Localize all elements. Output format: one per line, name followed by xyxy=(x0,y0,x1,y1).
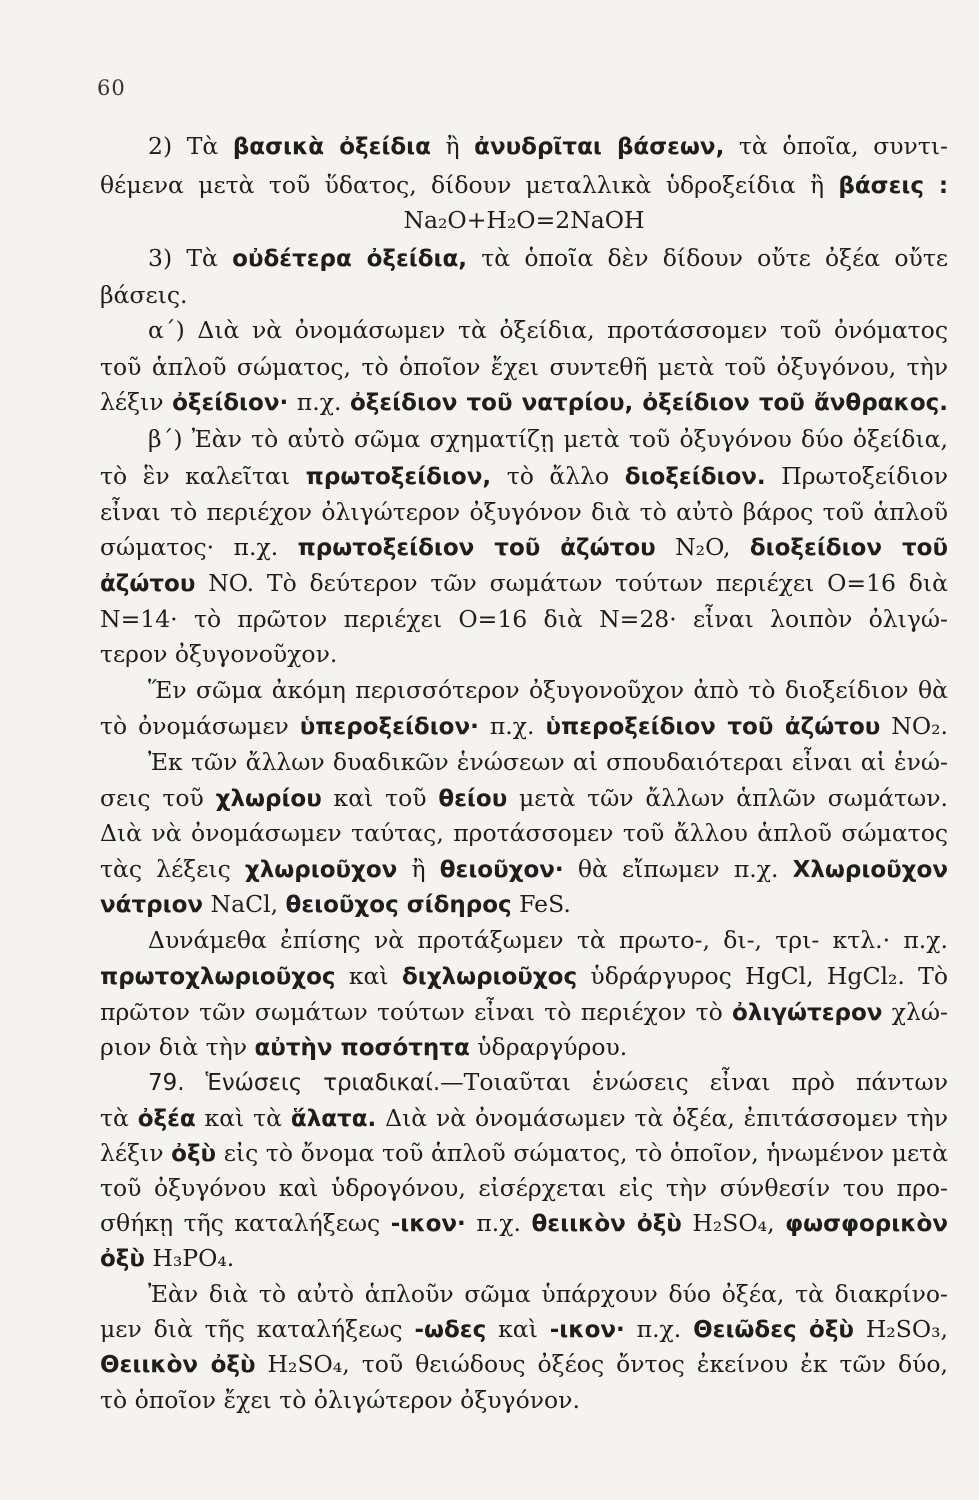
text-line: N=14· τὸ πρῶτον περιέχει O=16 διὰ N=28· εἶναι λοιπὸν ὀλιγώ- xyxy=(100,605,948,633)
text-line: τὸ ἓν καλεῖται πρωτοξείδιον, τὸ ἄλλο διοξείδιον. Πρωτοξείδιον xyxy=(100,462,948,490)
text-line: εἶναι τὸ περιέχον ὀλιγώτερον ὀξυγόνον διὰ τὸ αὐτὸ βάρος τοῦ ἁπλοῦ xyxy=(100,498,948,526)
text-line: βάσεις. xyxy=(100,281,188,309)
text-line: πρῶτον τῶν σωμάτων τούτων εἶναι τὸ περιέχον τὸ ὀλιγώτερον χλώ- xyxy=(100,998,948,1026)
section-heading: 79. Ἑνώσεις τριαδικαί.—Τοιαῦται ἑνώσεις εἶναι πρὸ πάντων xyxy=(148,1068,948,1096)
text-line: 2) Τὰ βασικὰ ὀξείδια ἢ ἀνυδρῖται βάσεων, τὰ ὁποῖα, συντι- xyxy=(148,132,948,160)
text-line: τοῦ ἁπλοῦ σώματος, τὸ ὁποῖον ἔχει συντεθῆ μετὰ τοῦ ὀξυγόνου, τὴν xyxy=(100,353,948,381)
text-line: τὰς λέξεις χλωριοῦχον ἢ θειοῦχον· θὰ εἴπωμεν π.χ. Χλωριοῦχον xyxy=(100,855,948,883)
text-line: τερον ὀξυγονοῦχον. xyxy=(100,640,338,668)
text-line: α΄) Διὰ νὰ ὀνομάσωμεν τὰ ὀξείδια, προτάσσομεν τοῦ ὀνόματος xyxy=(148,316,948,344)
text-line: τοῦ ὀξυγόνου καὶ ὑδρογόνου, εἰσέρχεται εἰς τὴν σύνθεσίν του προ- xyxy=(100,1174,948,1202)
text-line: σεις τοῦ χλωρίου καὶ τοῦ θείου μετὰ τῶν ἄλλων ἁπλῶν σωμάτων. xyxy=(100,784,948,812)
text-line: θέμενα μετὰ τοῦ ὕδατος, δίδουν μεταλλικὰ ὑδροξείδια ἢ βάσεις : xyxy=(100,171,949,199)
text-line: Ἐκ τῶν ἄλλων δυαδικῶν ἑνώσεων αἱ σπουδαιότεραι εἶναι αἱ ἑνώ- xyxy=(148,748,948,776)
text-line: τὸ ὁποῖον ἔχει τὸ ὀλιγώτερον ὀξυγόνον. xyxy=(100,1386,580,1414)
text-line: β΄) Ἐὰν τὸ αὐτὸ σῶμα σχηματίζῃ μετὰ τοῦ ὀξυγόνου δύο ὀξείδια, xyxy=(148,425,948,453)
text-line: ριον διὰ τὴν αὐτὴν ποσότητα ὑδραργύρου. xyxy=(100,1033,628,1061)
text-line: Ἕν σῶμα ἀκόμη περισσότερον ὀξυγονοῦχον ἀπὸ τὸ διοξείδιον θὰ xyxy=(148,676,948,704)
text-line: μεν διὰ τῆς καταλήξεως -ωδες καὶ -ικον· π.χ. Θειῶδες ὀξὺ H₂SO₃, xyxy=(100,1315,948,1343)
text-line: τὸ ὀνομάσωμεν ὑπεροξείδιον· π.χ. ὑπεροξείδιον τοῦ ἀζώτου NO₂. xyxy=(100,712,948,740)
text-line: ὀξὺ H₃PO₄. xyxy=(100,1244,235,1272)
text-line: ἀζώτου NO. Τὸ δεύτερον τῶν σωμάτων τούτων περιέχει O=16 διὰ xyxy=(100,569,948,597)
text-line: Δυνάμεθα ἐπίσης νὰ προτάξωμεν τὰ πρωτο-, δι-, τρι- κτλ.· π.χ. xyxy=(148,926,948,954)
text-line: Θειικὸν ὀξὺ H₂SO₄, τοῦ θειώδους ὀξέος ὄντος ἐκείνου ἐκ τῶν δύο, xyxy=(100,1350,948,1378)
text-line: νάτριον NaCl, θειοῦχος σίδηρος FeS. xyxy=(100,890,571,918)
text-line: σώματος· π.χ. πρωτοξείδιον τοῦ ἀζώτου N₂O, διοξείδιον τοῦ xyxy=(100,533,948,561)
chemical-equation: Na₂O+H₂O=2NaOH xyxy=(403,206,645,234)
text-line: πρωτοχλωριοῦχος καὶ διχλωριοῦχος ὑδράργυρος HgCl, HgCl₂. Τὸ xyxy=(100,962,948,990)
text-line: Ἐὰν διὰ τὸ αὐτὸ ἁπλοῦν σῶμα ὑπάρχουν δύο ὀξέα, τὰ διακρίνο- xyxy=(148,1280,948,1308)
text-line: λέξιν ὀξείδιον· π.χ. ὀξείδιον τοῦ νατρίου, ὀξείδιον τοῦ ἄνθρακος. xyxy=(100,388,948,416)
text-line: Διὰ νὰ ὀνομάσωμεν ταύτας, προτάσσομεν τοῦ ἄλλου ἁπλοῦ σώματος xyxy=(100,819,948,847)
text-line: σθήκῃ τῆς καταλήξεως -ικον· π.χ. θειικὸν ὀξὺ H₂SO₄, φωσφορικὸν xyxy=(100,1209,949,1237)
text-line: λέξιν ὀξὺ εἰς τὸ ὄνομα τοῦ ἁπλοῦ σώματος, τὸ ὁποῖον, ἡνωμένον μετὰ xyxy=(100,1139,948,1167)
text-line: 3) Τὰ οὐδέτερα ὀξείδια, τὰ ὁποῖα δὲν δίδουν οὔτε ὀξέα οὔτε xyxy=(148,244,949,272)
text-line: τὰ ὀξέα καὶ τὰ ἅλατα. Διὰ νὰ ὀνομάσωμεν τὰ ὀξέα, ἐπιτάσσομεν τὴν xyxy=(100,1104,948,1132)
page-number: 60 xyxy=(97,76,126,100)
